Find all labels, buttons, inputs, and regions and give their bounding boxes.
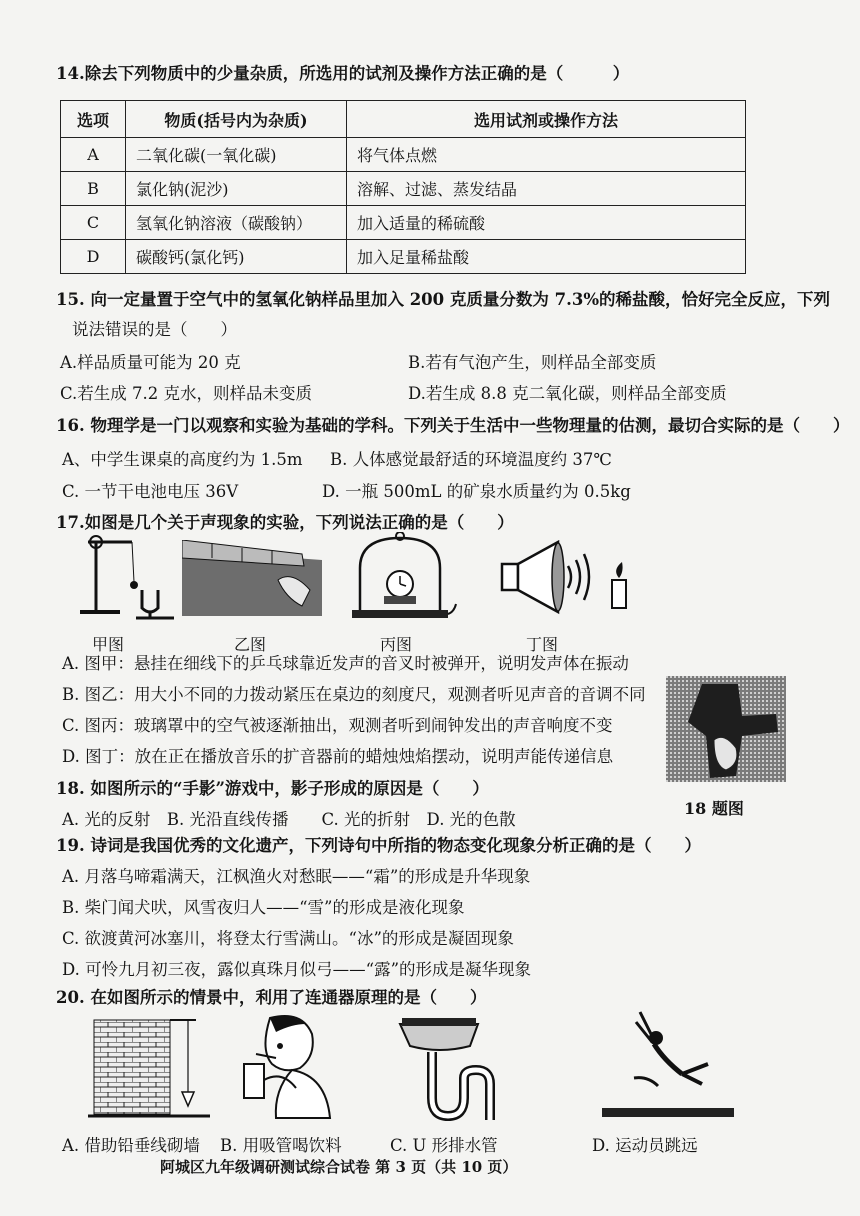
table-cell: D	[61, 240, 126, 274]
q19-title: 19. 诗词是我国优秀的文化遗产，下列诗句中所指的物态变化现象分析正确的是（ ）	[56, 836, 701, 855]
table-cell: C	[61, 206, 126, 240]
ruler-figure	[182, 540, 322, 616]
table-cell: 加入足量稀盐酸	[347, 240, 746, 274]
table-cell: A	[61, 138, 126, 172]
q18-figure-caption: 18 题图	[684, 799, 744, 818]
table-row	[61, 206, 746, 240]
q16-option-b: B. 人体感觉最舒适的环境温度约 37℃	[330, 450, 612, 469]
q14-title: 14.除去下列物质中的少量杂质，所选用的试剂及操作方法正确的是（ ）	[56, 64, 630, 83]
table-cell: B	[61, 172, 126, 206]
q20-option-a: A. 借助铅垂线砌墙	[62, 1136, 200, 1155]
speaker-candle-figure	[498, 540, 638, 616]
q17-option-d: D. 图丁：放在正在播放音乐的扩音器前的蜡烛烛焰摆动，说明声能传递信息	[62, 747, 614, 766]
plumb-line-figure	[84, 1012, 214, 1122]
q17-option-b: B. 图乙：用大小不同的力拨动紧压在桌边的刻度尺，观测者听见声音的音调不同	[62, 685, 646, 704]
long-jump-figure	[598, 1004, 738, 1120]
q20-title: 20. 在如图所示的情景中，利用了连通器原理的是（ ）	[56, 988, 487, 1007]
figure-caption-b: 乙图	[234, 635, 267, 654]
q15-title-line2: 说法错误的是（ ）	[72, 320, 237, 339]
q19-option-a: A. 月落乌啼霜满天，江枫渔火对愁眠——“霜”的形成是升华现象	[62, 867, 531, 886]
q16-option-a: A、中学生课桌的高度约为 1.5m	[62, 450, 303, 469]
u-drain-figure	[398, 1012, 500, 1124]
header-option: 选项	[61, 101, 126, 138]
figure-caption-c: 丙图	[380, 635, 413, 654]
header-substance: 物质(括号内为杂质)	[126, 101, 347, 138]
header-method: 选用试剂或操作方法	[347, 101, 746, 138]
table-row	[61, 172, 746, 206]
q20-option-b: B. 用吸管喝饮料	[220, 1136, 342, 1155]
table-header-row	[61, 101, 746, 138]
q15-option-b: B.若有气泡产生，则样品全部变质	[408, 353, 657, 372]
hand-shadow-figure	[666, 676, 786, 782]
bell-jar-figure	[346, 532, 458, 624]
q17-option-c: C. 图丙：玻璃罩中的空气被逐渐抽出，观测者听到闹钟发出的声音响度不变	[62, 716, 613, 735]
q16-option-d: D. 一瓶 500mL 的矿泉水质量约为 0.5kg	[322, 482, 631, 501]
table-cell: 将气体点燃	[347, 138, 746, 172]
q17-title: 17.如图是几个关于声现象的实验，下列说法正确的是（ ）	[56, 513, 514, 532]
page-footer: 阿城区九年级调研测试综合试卷 第 3 页（共 10 页）	[160, 1158, 518, 1176]
q15-option-d: D.若生成 8.8 克二氧化碳，则样品全部变质	[408, 384, 727, 403]
tuning-fork-figure	[70, 532, 180, 622]
table-cell: 氢氧化钠溶液（碳酸钠）	[126, 206, 347, 240]
table-cell: 加入适量的稀硫酸	[347, 206, 746, 240]
q19-option-d: D. 可怜九月初三夜，露似真珠月似弓——“露”的形成是凝华现象	[62, 960, 532, 979]
q18-options: A. 光的反射 B. 光沿直线传播 C. 光的折射 D. 光的色散	[62, 810, 516, 829]
q15-option-c: C.若生成 7.2 克水，则样品未变质	[60, 384, 313, 403]
q16-title: 16. 物理学是一门以观察和实验为基础的学科。下列关于生活中一些物理量的估测，最切合实际的是（ ）	[56, 416, 850, 435]
table-cell: 氯化钠(泥沙)	[126, 172, 347, 206]
table-row	[61, 138, 746, 172]
q19-option-b: B. 柴门闻犬吠，风雪夜归人——“雪”的形成是液化现象	[62, 898, 465, 917]
q20-option-c: C. U 形排水管	[390, 1136, 498, 1155]
q15-option-a: A.样品质量可能为 20 克	[60, 353, 241, 372]
figure-caption-a: 甲图	[92, 635, 125, 654]
q14-table	[60, 100, 746, 274]
figure-caption-d: 丁图	[526, 635, 559, 654]
q20-option-d: D. 运动员跳远	[592, 1136, 698, 1155]
q17-option-a: A. 图甲：悬挂在细线下的乒乓球靠近发声的音叉时被弹开，说明发声体在振动	[62, 654, 629, 673]
table-cell: 溶解、过滤、蒸发结晶	[347, 172, 746, 206]
q15-title-line1: 15. 向一定量置于空气中的氢氧化钠样品里加入 200 克质量分数为 7.3%的稀盐酸，恰好完全反应，下列	[56, 290, 831, 309]
q18-title: 18. 如图所示的“手影”游戏中，影子形成的原因是（ ）	[56, 779, 489, 798]
q19-option-c: C. 欲渡黄河冰塞川，将登太行雪满山。“冰”的形成是凝固现象	[62, 929, 514, 948]
straw-drinking-figure	[236, 1010, 336, 1122]
table-cell: 二氧化碳(一氧化碳)	[126, 138, 347, 172]
table-row	[61, 240, 746, 274]
table-cell: 碳酸钙(氯化钙)	[126, 240, 347, 274]
q16-option-c: C. 一节干电池电压 36V	[62, 482, 239, 501]
